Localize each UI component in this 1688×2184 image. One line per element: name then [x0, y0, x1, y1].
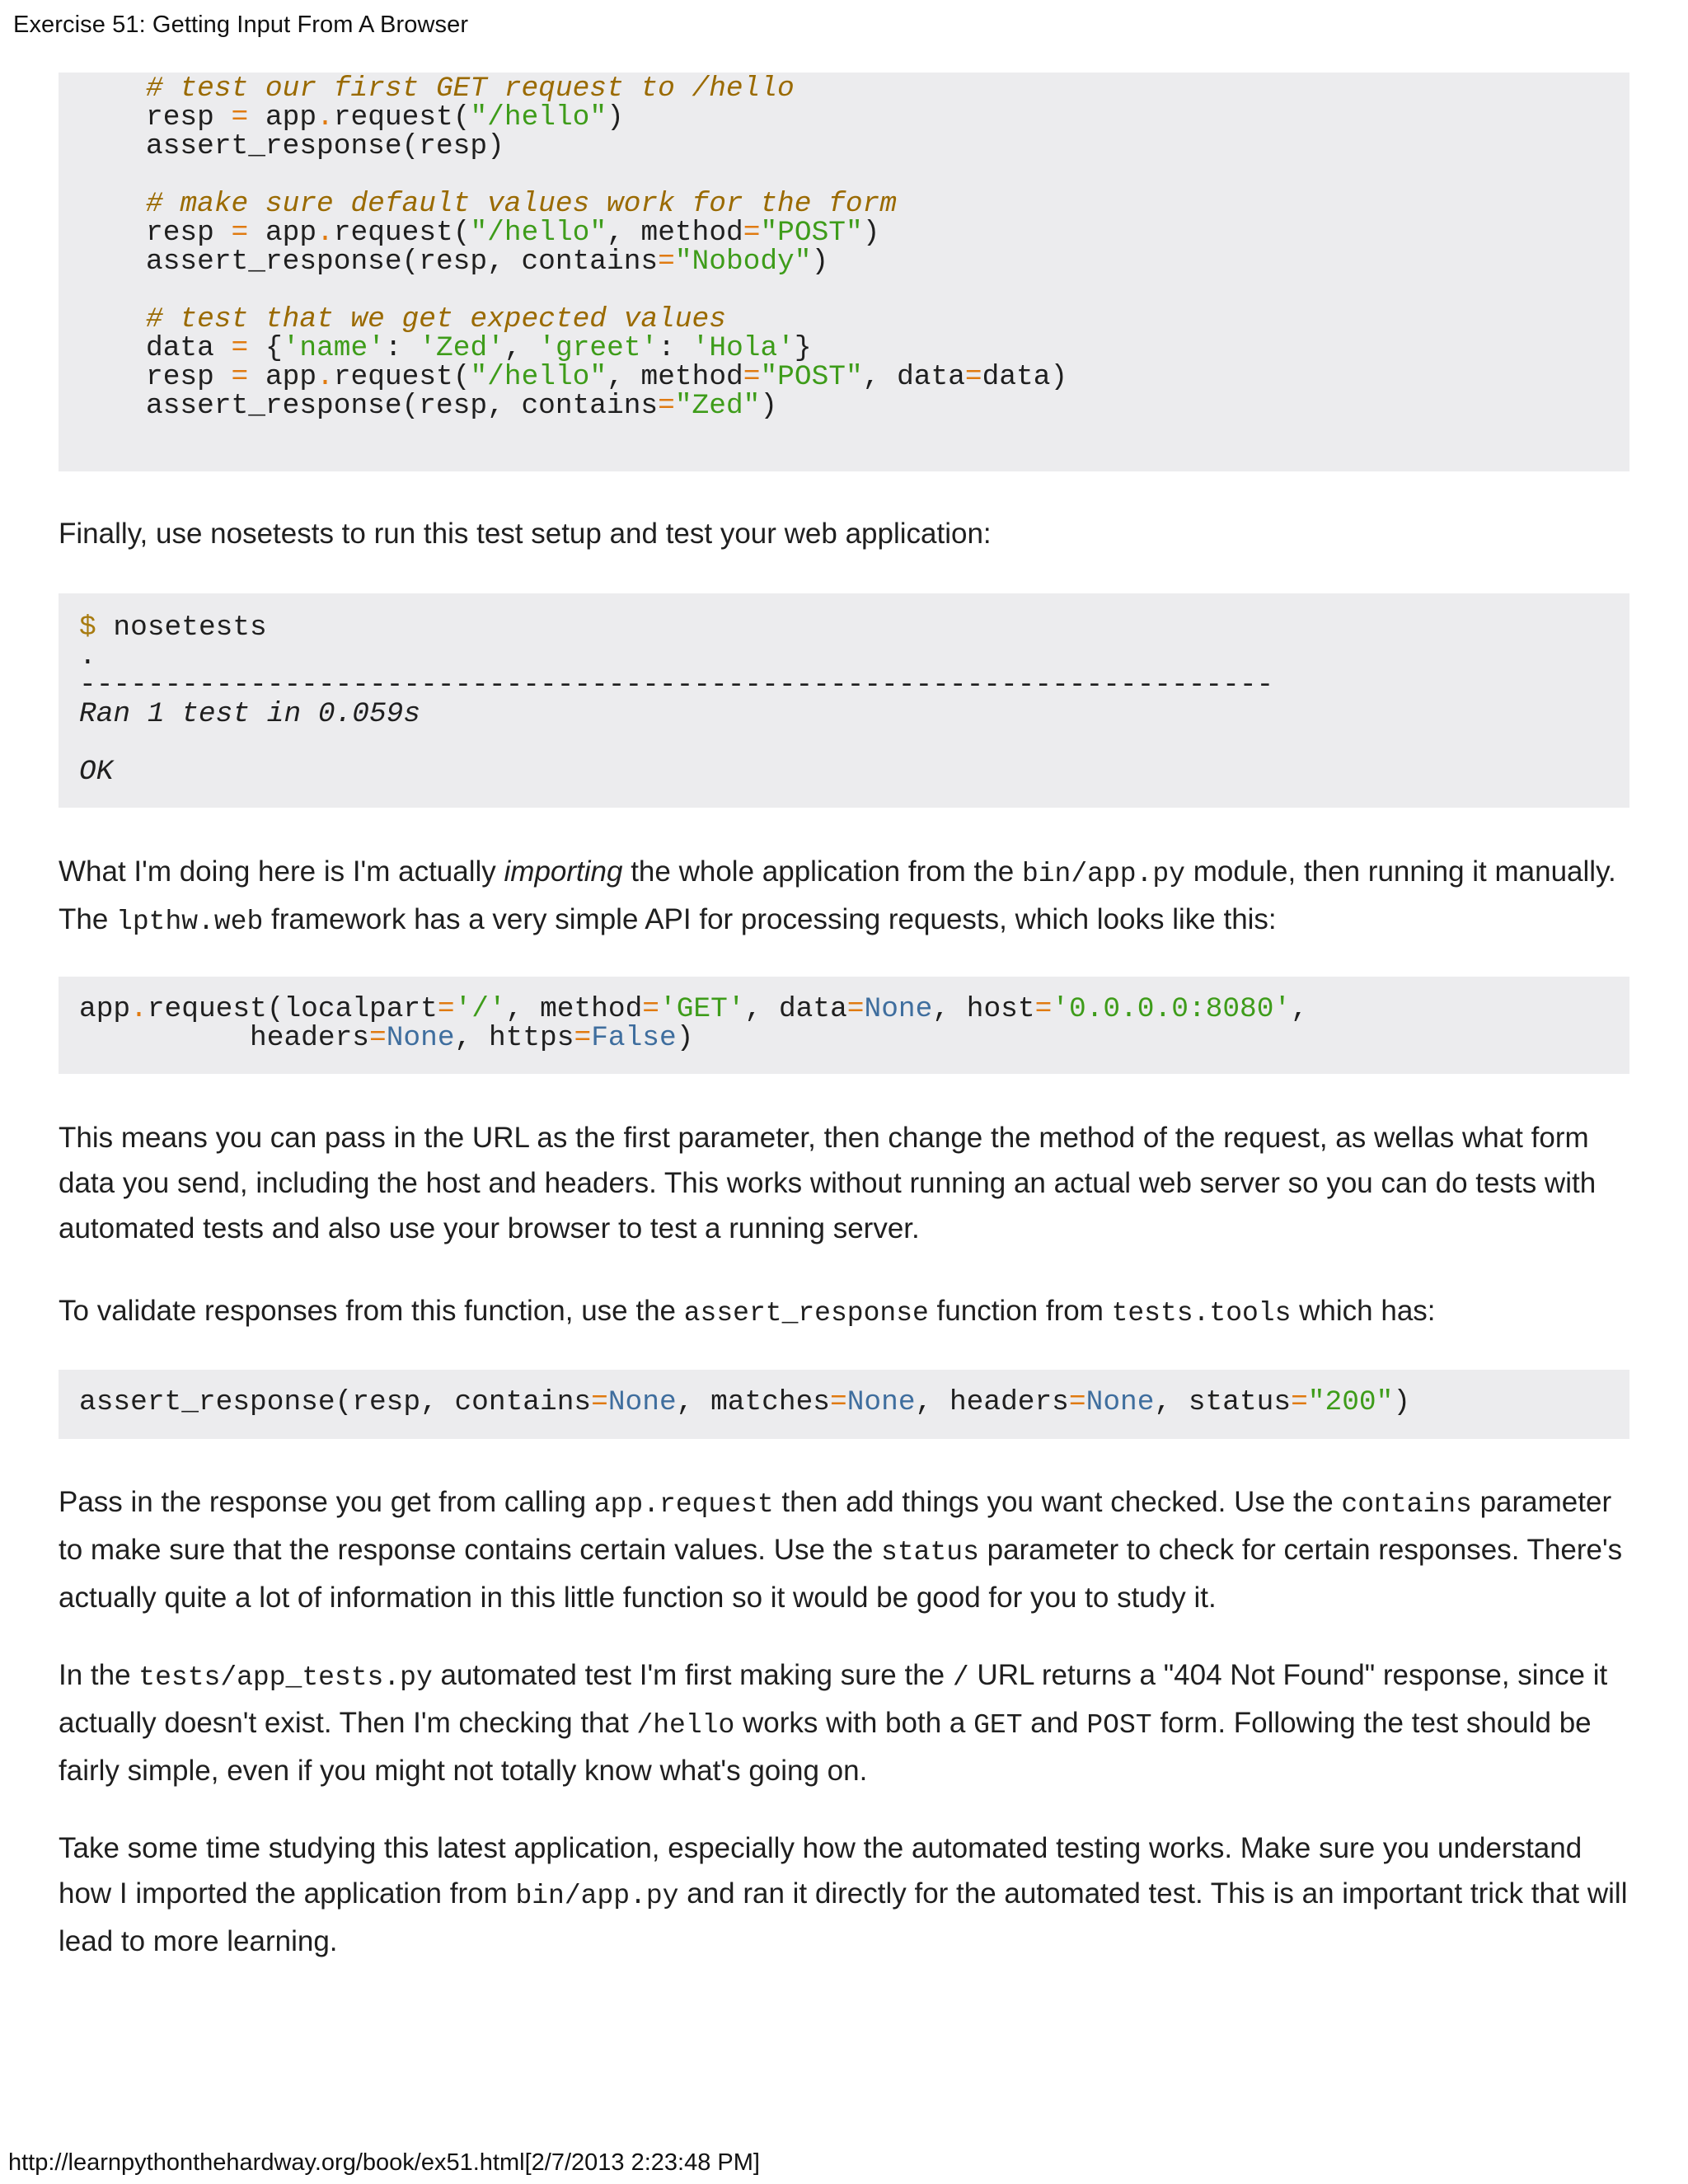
- code-line: resp = app.request("/hello", method="POST", data=data): [146, 361, 1068, 393]
- code-block-app-request-signature: [59, 977, 1629, 1074]
- code-line: resp = app.request("/hello", method="POST"): [146, 217, 880, 249]
- inline-code: app.request: [593, 1489, 774, 1520]
- code-line: app.request(localpart='/', method='GET', data=None, host='0.0.0.0:8080',: [79, 993, 1308, 1025]
- code-line: assert_response(resp): [146, 130, 504, 162]
- page-header-title: Exercise 51: Getting Input From A Browser: [13, 12, 469, 38]
- code-line: assert_response(resp, contains="Nobody"): [146, 246, 829, 278]
- code-line: data = {'name': 'Zed', 'greet': 'Hola'}: [146, 332, 812, 364]
- paragraph-validate: To validate responses from this function, use the assert_response function from tests.tools which has:: [59, 1295, 1436, 1329]
- paragraph-importing: What I'm doing here is I'm actually importing the whole application from the bin/app.py module, then running it manually. The lpthw.web framework has a very simple API for processing requests, which looks like this:: [59, 855, 1616, 937]
- inline-code: POST: [1086, 1710, 1152, 1741]
- inline-code: bin/app.py: [1021, 859, 1185, 889]
- code-line: assert_response(resp, contains="Zed"): [146, 390, 778, 422]
- code-comment: # test our first GET request to /hello: [146, 73, 795, 105]
- code-block-nosetests-output: [59, 593, 1629, 808]
- paragraph-pass-in: Pass in the response you get from calling app.request then add things you want checked. Use the contains parameter to make sure that the response contains certain values. Use the status parameter to check for certain responses. There's actually quite a lot of information in this little function so it would be good for you to study it.: [59, 1486, 1623, 1614]
- paragraph-take-time: Take some time studying this latest application, especially how the automated testing works. Make sure you understand how I imported the application from bin/app.py and ran it directly for the automated test. This is an important trick that will lead to more learning.: [59, 1832, 1628, 1957]
- inline-code: lpthw.web: [116, 907, 264, 937]
- paragraph-finally: Finally, use nosetests to run this test setup and test your web application:: [59, 518, 992, 550]
- inline-code: /hello: [636, 1710, 735, 1741]
- inline-code: tests/app_tests.py: [138, 1662, 433, 1693]
- code-line: $ nosetests: [79, 612, 267, 644]
- paragraph-app-tests: In the tests/app_tests.py automated test I'm first making sure the / URL returns a "404 Not Found" response, since it actually doesn't exist. Then I'm checking that /hello works with both a GET and POST form. Following the test should be fairly simple, even if you might not totally know what's going on.: [59, 1659, 1608, 1787]
- code-comment: # test that we get expected values: [146, 303, 726, 335]
- code-block-assert-response-signature: [59, 1370, 1629, 1439]
- code-line: assert_response(resp, contains=None, matches=None, headers=None, status="200"): [79, 1386, 1411, 1418]
- code-line: .: [79, 640, 96, 673]
- paragraph-means: This means you can pass in the URL as the first parameter, then change the method of the request, as wellas what form data you send, including the host and headers. This works without running an actual web server so you can do tests with automated tests and also use your browser to test a running server.: [59, 1122, 1597, 1244]
- inline-code: tests.tools: [1111, 1298, 1292, 1329]
- code-block-test-requests: [59, 73, 1629, 471]
- page-footer-url: http://learnpythonthehardway.org/book/ex51.html[2/7/2013 2:23:48 PM]: [8, 2149, 760, 2176]
- inline-code: status: [881, 1537, 979, 1568]
- code-line: headers=None, https=False): [250, 1022, 694, 1054]
- code-line: Ran 1 test in 0.059s: [79, 698, 421, 730]
- code-line: OK: [79, 756, 114, 788]
- code-line: resp = app.request("/hello"): [146, 101, 624, 134]
- inline-code: GET: [973, 1710, 1023, 1741]
- code-line: ----------------------------------------------------------------------: [79, 669, 1274, 701]
- inline-code: assert_response: [683, 1298, 929, 1329]
- inline-code: bin/app.py: [515, 1881, 679, 1911]
- inline-code: /: [952, 1662, 969, 1693]
- inline-code: contains: [1341, 1489, 1472, 1520]
- code-comment: # make sure default values work for the form: [146, 188, 897, 220]
